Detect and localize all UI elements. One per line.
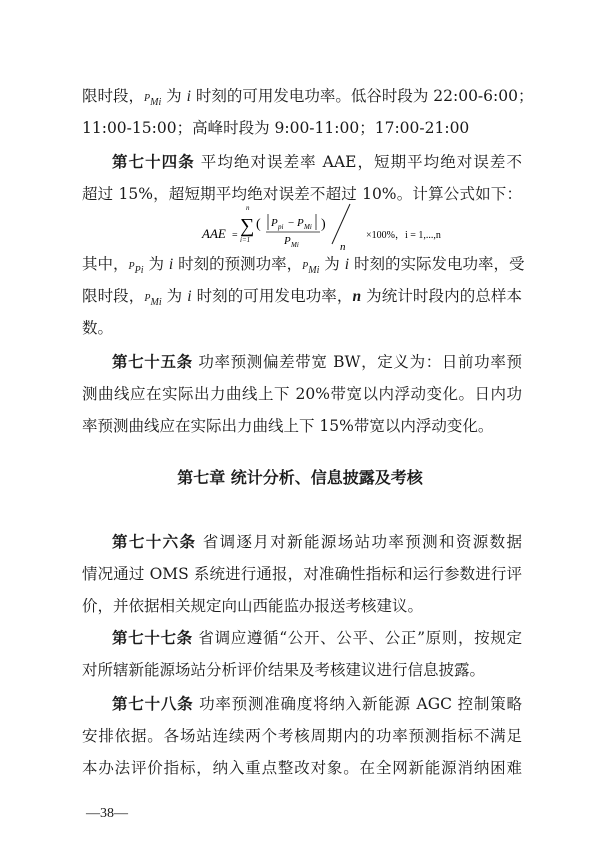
svg-text:(: ( <box>256 217 261 232</box>
text-line: 对所辖新能源场站分析评价结果及考核建议进行信息披露。 <box>82 661 486 679</box>
svg-text:−: − <box>288 217 295 229</box>
text-line: 限时段，$P_{Mi}$ 为 i 时刻的可用发电功率，n 为统计时段内的总样本 <box>82 287 522 309</box>
text-line: 限时段，$P_{Mi}$ 为 i 时刻的可用发电功率。低谷时段为 22:00-6:00； <box>82 87 534 109</box>
text-line: 安排依据。各场站连续两个考核周期内的功率预测指标不满足 <box>82 727 522 745</box>
formula-eq: = <box>232 230 238 241</box>
formula-tail: ×100%，i = 1,...,n <box>366 230 441 241</box>
text-line: 率预测曲线应在实际出力曲线上下 15%带宽以内浮动变化。 <box>82 417 494 435</box>
text-line: 情况通过 OMS 系统进行通报，对准确性指标和运行参数进行评 <box>82 565 522 583</box>
text-line: 11:00-15:00；高峰时段为 9:00-11:00；17:00-21:00 <box>82 119 470 137</box>
text-line: 超过 15%，超短期平均绝对误差不超过 10%。计算公式如下： <box>82 185 522 203</box>
text-line: 数。 <box>82 319 114 337</box>
svg-text:P: P <box>297 217 304 229</box>
formula-lhs: AAE <box>202 226 226 241</box>
svg-text:Mi: Mi <box>304 223 312 231</box>
article-78-line: 第七十八条 功率预测准确度将纳入新能源 AGC 控制策略 <box>112 694 522 713</box>
article-78-title: 第七十八条 <box>112 694 194 713</box>
article-75-line: 第七十五条 功率预测偏差带宽 BW，定义为：日前功率预 <box>112 352 522 371</box>
chapter-heading: 第七章 统计分析、信息披露及考核 <box>177 468 423 487</box>
article-77-line: 第七十七条 省调应遵循“公开、公平、公正”原则，按规定 <box>112 628 522 647</box>
formula-sum-bottom: i=1 <box>240 236 251 244</box>
svg-text:): ) <box>321 217 326 232</box>
aae-formula <box>200 198 460 253</box>
article-77-title: 第七十七条 <box>112 628 193 647</box>
article-74-line: 第七十四条 平均绝对误差率 AAE，短期平均绝对误差不 <box>112 152 522 171</box>
text-line: 价，并依据相关规定向山西能监办报送考核建议。 <box>82 597 424 615</box>
text-line: 本办法评价指标，纳入重点整改对象。在全网新能源消纳困难 <box>82 759 522 777</box>
page-number: —38— <box>86 806 128 821</box>
formula-sum-top: n <box>246 204 250 212</box>
text-line: 测曲线应在实际出力曲线上下 20%带宽以内浮动变化。日内功 <box>82 385 522 403</box>
sum-symbol-icon: ∑ <box>240 215 255 237</box>
article-74-title: 第七十四条 <box>112 152 195 171</box>
svg-text:P: P <box>271 217 278 229</box>
svg-text:Mi: Mi <box>291 241 299 249</box>
formula-over-n: n <box>340 241 346 253</box>
svg-text:pi: pi <box>278 223 284 231</box>
article-76-line: 第七十六条 省调逐月对新能源场站功率预测和资源数据 <box>112 532 522 551</box>
text-line: 其中，$P_{Pi}$ 为 i 时刻的预测功率，$P_{Mi}$ 为 i 时刻的实际发电功率，受 <box>82 255 525 277</box>
article-75-title: 第七十五条 <box>112 352 193 371</box>
svg-text:P: P <box>284 235 291 247</box>
article-76-title: 第七十六条 <box>112 532 197 551</box>
